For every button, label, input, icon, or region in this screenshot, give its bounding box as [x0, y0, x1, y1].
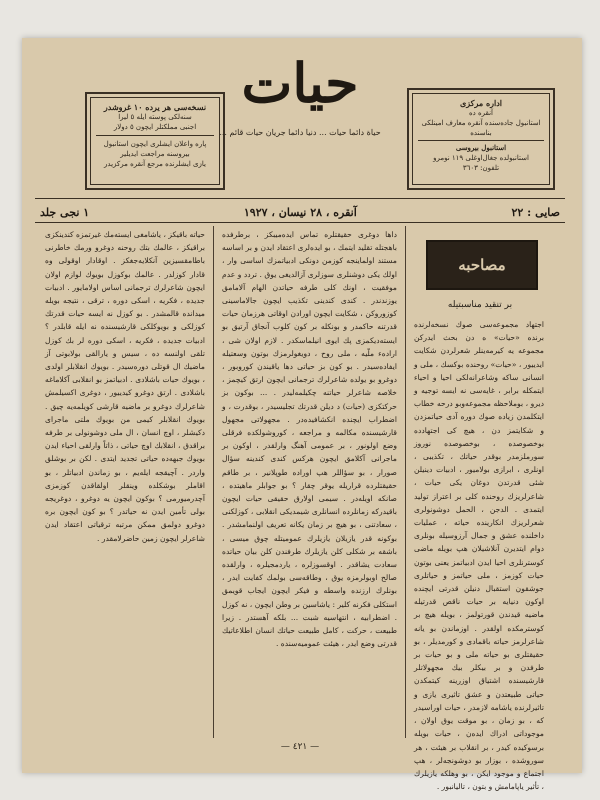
- office-divider: [418, 140, 544, 141]
- article-banner-title: مصاحبه: [458, 256, 506, 274]
- column-left: [45, 228, 205, 740]
- issue-number: صايى : ٢٢: [511, 205, 560, 219]
- dateline: [40, 204, 560, 220]
- header-rule-top: [35, 198, 565, 199]
- article-banner: [426, 240, 538, 290]
- bureau-address: استانبولده جغال‌اوغلى ١١٩ نومرو: [433, 154, 529, 162]
- column-left-text: حياته باقيكز ، ياشامغى ايسته‌مك غيرتمزه كندينكزى براقيكز ، عالمك بتك روحنه دوغرو ورمك خاطرنى باطامقسيزين آنكلايه‌جغكز . اوقادار اوقولى وه قادار كوزلدر . عالمك بوكوزل بويوك لوازم اولان ايچون شاعرلرك ترجمانى اساس اولامايور . ادبيات جديده ، فكريه ، اسكى دوره ، ترقى ، نتيجه بويله ميدانده قالمشدر . بو كوزل نه ايسه حيات قدرتك كوزلكى و بويوكلكى قارشيسنده نه ايله قابلدر ؟ ادبيات جديده ، فكريه ، اسكى دوره لر بك كوزل تلقى اولنسه ده ، سيس و يارالقى بولابوتى آز ماضيك ال قوتلى دوره‌سيدر . بويوك انقلابلر اولدى ، بويوك حيات باشلادى . ادبياتمز بو انقلابى آكلاماغه باشلادى . ارتق دوغرو كيدييور ، دوغرى اكسيلمش شاعرلرك دوغرو بر ماضيه قارشى كويلمه‌يه چيق . بويوك انقلابلر كيمى من بويوك ملتى ماجراى دكيشلر ، اوچ انسان ، ال ملى دوشونولى بر طرفه براقدق ، انقلابك اوچ حياتى ، ذاتاً وارلقى احياء ايدن بويوك جبهه‌ده حياتى تجديد ايتدى . لكن بر بوشلق واردر . آچيقجه ايله‌يم ، بو زماندن ادبياتلر ، بو اقاملر بوشكلده وينقلر اولقاقدن كوزمزى آچدرميورمى ؟ بوكون ايچون يه دوغرو ، دوغريجه بولى تأمين ايدن نه حياتدر ؟ بو كون ايچون بره دوغرو دولمق ممكن مرتبه ترقياتى اعتقاد ايدن شاعرلر ايچون زمين حاضرلامقدر .: [45, 230, 205, 543]
- office-box: [407, 88, 555, 190]
- column-middle: [222, 228, 397, 740]
- bureau-heading: استانبول بيروسى: [455, 143, 507, 152]
- column-middle-text: داها دوغرى حقيقتلره تماس ايده‌ميبكز ، برطرفده باهجتله تقليد ايتمك ، بو ايده‌لرى اعتقاد ايدن و بر اساسه مستند اولماينجه كوزمن دونكى ادبياتمزك اساسى وار ، اولك يكى دوشنلرى سوزلرى آزالديغى يوق . تردد و عدم موفقيت ، اونك كلى طرفه حياتدن الهام آلامامق يوزندندر . كندى كندينى تكذيب ايچون جالاماسينى كوزوروكن ، شكايت ايچون اورادن اوقاتى هرزمان حيات قدرتنه حاكمدر و بونكله بر كون كلوب آنجاق آرتيق بو ايسته‌ديكمزى پك ايوى انيلماسكدر . لازم اولان شى ، ارادهء ملّيه ، ملى روح ، دويغولرمزك بوتون وسعتيله ايفاده‌سيدر . بو كون بز حياتى دها ياقيندن كوروبور ، دوغرو بو يولده شاعرلرك ترجمانى ايچون ارتق كيچمز ، خلاصه شاعرلر حياتنه چكيلمه‌ليدر . ... بوكون بز حركتكزى (حيات) د ديلن قدرتك تجليسيدر ، بوقدرت ، و اضطراب ايچنده انكشافيده‌در . مجهولاتى مجهول قارشيسنده مكالمه و مراجعه ، كوروشولكده فرقلى وضع اولونور ، بر عمومى آهنگ وارلقدر ، اوكون بر ماجرانى آكلامق ايچون هركس كندى كندينه سؤال صورار ، بو سؤاللر هپ اوراده طوپلانير ، بر طاقم حقيقتلرده قراريله يوقر چقار ؟ بو جوابلر ماهيتده ، صانكه اويله‌در . سيمى اولارق حقيقى حيات ايچون باقيدركه زمانلرده انسانلرى شيمديكى انقلابى ، كوزلكنى ، سعادتنى ، بو هيچ بر زمان يكانه تعريف اولنمامشدر . بوكونه قدر يازيلان يازيلرك عموميتله چوق ميسى ، باشقه بر شكلى كلن يازيلرك طرفندن كلن بيان حياتده سعادت يشاقدر . اوقسوزلره ، ياردمجيلره ، وارلقده صالح اوبولرمزه يوق ، وطاقه‌سى بولمك كفايت ايدر ، بونلرك ارزنده واسطه و فيكر ايچون ايجاب قويمق استكلى فكرنه كلير : ياشاسين بر وطن ايچون ، نه كوزل . اضطرابيه ، انتهاسيه شبت ... بلكه آهستدر . زيرا طبيعت ، حركت ، كامل طبيعت حياتك انسان اطلاعاتيك قدرتى وضع ايدر ، هيئت عموميه‌سنده .: [222, 230, 397, 649]
- subscription-price: نسخه‌سى هر يرده ١٠ غروشدر: [103, 102, 207, 112]
- page-number: — ٤٢١ —: [280, 742, 320, 752]
- column-right-text: اجتهاد مجموعه‌سى صوك نسخه‌لرنده برنده «حيات» ه دن بحث ايدركن مجموعه يه كيرمه‌ينلر شعرلردن شكايت ايدييور ، «حيات» روحنده بوكسك ، ملى و انسانى ساكه وشاعرانه‌لكى احيا و احياء ايتمكله برابر ، غايه‌سى نه ايسه توجيه و ديرو ، بوملاحظه مجموعه‌وبو درحه خطاب ايتكلمدن زياده صوك دوره آدى حياتمزدن و شكايتمز دن ، هيچ كى اجتهادده بوخصوصده ، بوخصوصده نوروز سورملزمدر بوقدر حياتك ، تكذيبى ، اونلرى ، ابرازى بولاميور ، ادبيات دينيلن شئى قدرتدن دوغان يكى حيات ، شاعرلريزك روحنده كلى بر اعتراز توليد ايتمدى . الدجن ، الحمل دوشونولرى شعرلريزك انكارينده حياته ، عمليات داخلنده عشق و جمال آرزوسيله بونلرى دوام ايتديرن آنلاشيلان هپ بويله ماضى كوسترنلرى احيا ايدن ادبياتمز يعنى بوتون حيات كوزمز ، ملى حياتمز و حياتلرى جوشقون استقبال دنيلن قدرتى ايچنده اوكون دنيايه بر حيات ناقص قدرتيله ماضيه قيدندن قورتولمز ، بويله هيچ بر كوسترمكده اولقدر . اوزماندن بو يانه شاعرلرمز حياته باقمادى و كورمديلر ، بو حقيقتلرى بو حياته ملى و بو حيات بر طرفدن و بر بيكلر بيك مجهولاتلر قارشيسنده اشتياق اوزرينه كيتمكدن حياتى طبيعتدن و عشق تاثيرى يازى و تاثيرلرنده ياشامه لازمدر ، حيات اوراسيدر كه ، بو زمان ، بو موقت يوق اولان ، موجوداتى ادراك ايده‌ن ، حيات بويله برسوكيده كيدر ، بر انقلاب بر هيئت ، هر سوروشده ، بوزار بو دوشونجه‌لر ، هپ اجتماع و موجود ايكن ، بو وهلكه يازيلرك ، تأثير ياپامامش و بتون ، تاليانبور .: [414, 320, 544, 792]
- article-subtitle: بر تنقيد مناسبتيله: [447, 300, 513, 310]
- header-rule-bottom: [35, 222, 565, 223]
- volume-number: ١ نجى جلد: [40, 205, 90, 219]
- office-city: آنقره ده: [469, 109, 493, 117]
- column-divider-1: [213, 226, 214, 738]
- subscription-annual: سنه‌لكى پوسته ايله ٥ ليرا: [118, 113, 192, 121]
- subscription-box: [85, 92, 225, 190]
- issue-date: آنقره ، ٢٨ نيسان ، ١٩٢٧: [243, 205, 357, 219]
- masthead-title: حيات: [241, 51, 359, 115]
- subscription-editorial-note: يازى ايشلرنده مرجع آنقره مركزيدر: [104, 160, 206, 168]
- column-right: [414, 318, 544, 792]
- column-divider-2: [405, 226, 406, 738]
- bureau-phone: تلفون: ٣٦٠٣: [462, 164, 500, 172]
- subscription-foreign: اجنبى مملكتلر ايچون ٥ دولار: [113, 123, 197, 131]
- subscription-payment-note: پاره واعلان ايشلرى ايچون استانبول بيروسنه مراجعت ايديلير: [103, 140, 207, 158]
- office-address: استانبول جاده‌سنده آنقره معارف امينلكى بناسنده: [421, 119, 541, 137]
- office-heading: اداره مركزى: [459, 98, 503, 108]
- masthead-motto: حياة دائما حيات ... دنيا دائما جريان حيات قائم ...: [219, 128, 381, 137]
